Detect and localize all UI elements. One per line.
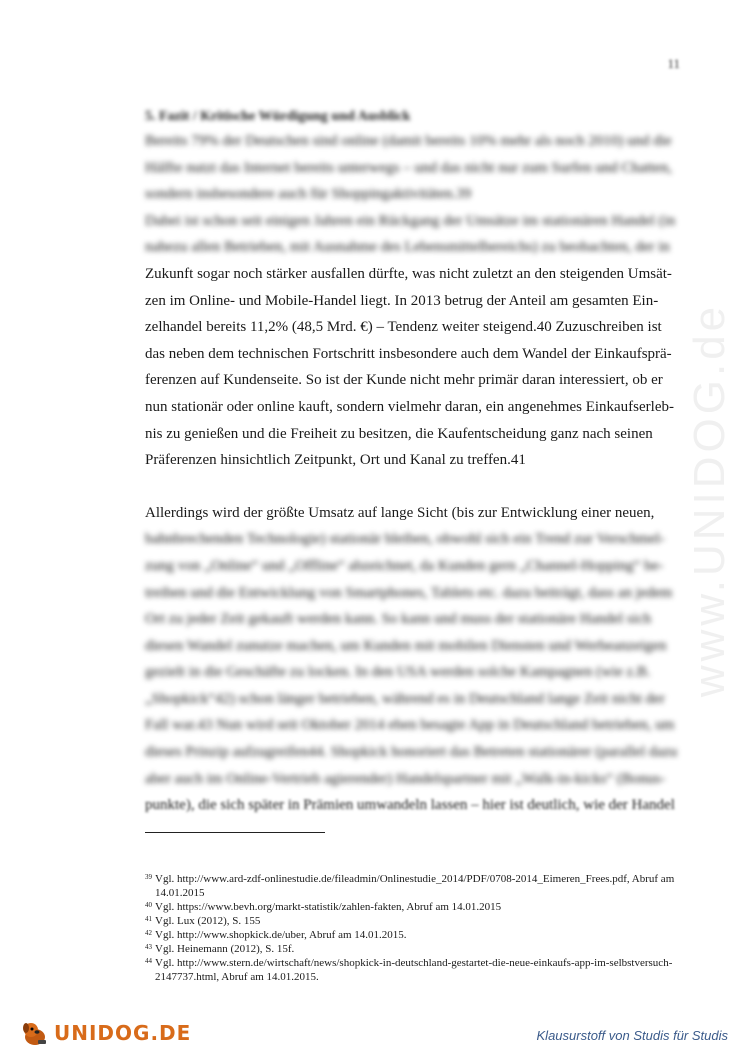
text-line: ferenzen auf Kundenseite. So ist der Kunde nicht mehr primär daran interessiert, ob er xyxy=(145,372,663,389)
blurred-line: Dabei ist schon seit einigen Jahren ein Rückgang der Umsätze im stationären Handel (in xyxy=(145,212,676,229)
section-heading: 5. Fazit / Kritische Würdigung und Ausblick xyxy=(145,109,411,124)
blurred-line: zung von „Online“ und „Offline“ abzeichnet, da Kunden gern „Channel-Hopping“ be- xyxy=(145,557,664,574)
logo-text: UNIDOG.DE xyxy=(54,1021,192,1045)
watermark-text: www.UNIDOG.de xyxy=(685,302,735,698)
footnote-text: Vgl. https://www.bevh.org/markt-statistik/zahlen-fakten, Abruf am 14.01.2015 xyxy=(155,901,502,913)
footnote-number: 44 xyxy=(145,957,152,965)
blurred-line: diesen Wandel zunutze machen, um Kunden mit mobilen Diensten und Werbeanzeigen xyxy=(145,637,667,654)
text-line: nun stationär oder online kauft, sondern vielmehr daran, ein angenehmes Einkaufserleb- xyxy=(145,398,674,415)
blurred-line: treiben und die Entwicklung von Smartphones, Tablets etc. dazu beiträgt, dass an jedem xyxy=(145,584,673,601)
footnote xyxy=(145,928,685,942)
blurred-line: gezielt in die Geschäfte zu locken. In den USA werden solche Kampagnen (wie z.B. xyxy=(145,664,651,681)
main-content xyxy=(145,106,681,819)
text-line: das neben dem technischen Fortschritt insbesondere auch dem Wandel der Einkaufsprä- xyxy=(145,345,672,362)
footnote-number: 39 xyxy=(145,873,152,881)
footnote xyxy=(145,900,685,914)
page-footer xyxy=(0,1010,750,1060)
footnote-text: Vgl. http://www.stern.de/wirtschaft/news/shopkick-in-deutschland-gestartet-die-neue-einkaufs-app-im-selbstversuch-2147737.html, Abruf am 14.01.2015. xyxy=(155,957,673,983)
blurred-line: aber auch im Online-Vertrieb agierender) Handelspartner mit „Walk-in-kicks“ (Bonus- xyxy=(145,770,666,787)
footnote-divider xyxy=(145,832,325,833)
dog-mascot-icon xyxy=(20,1018,50,1048)
footnote xyxy=(145,956,685,984)
text-line: zen im Online- und Mobile-Handel liegt. In 2013 betrug der Anteil am gesamten Ein- xyxy=(145,292,659,309)
blurred-line: punkte), die sich später in Prämien umwandeln lassen – hier ist deutlich, wie der Handel xyxy=(145,797,675,814)
footnote-text: Vgl. http://www.shopkick.de/uber, Abruf am 14.01.2015. xyxy=(155,929,407,941)
blurred-line: nahezu allen Betrieben, mit Ausnahme des Lebensmittelbereichs) zu beobachten, der in xyxy=(145,239,670,256)
text-line: zelhandel bereits 11,2% (48,5 Mrd. €) – Tendenz weiter steigend.40 Zuzuschreiben ist xyxy=(145,319,662,336)
footer-tagline: Klausurstoff von Studis für Studis xyxy=(536,1028,728,1043)
blurred-line: Hälfte nutzt das Internet bereits unterwegs – und das nicht nur zum Surfen und Chatten, xyxy=(145,159,672,176)
paragraph-1 xyxy=(145,128,681,474)
blurred-line: „Shopkick“42) schon länger betrieben, während es in Deutschland lange Zeit nicht der xyxy=(145,690,665,707)
text-line: Allerdings wird der größte Umsatz auf lange Sicht (bis zur Entwicklung einer neuen, xyxy=(145,504,655,521)
blurred-line: sondern insbesondere auch für Shoppingaktivitäten.39 xyxy=(145,186,472,203)
paragraph-gap xyxy=(145,474,681,500)
footnote xyxy=(145,872,685,900)
text-line: Zukunft sogar noch stärker ausfallen dürfte, was nicht zuletzt an den steigenden Umsät- xyxy=(145,265,672,282)
unidog-logo[interactable] xyxy=(20,1018,191,1048)
text-line: nis zu genießen und die Freiheit zu besitzen, die Kaufentscheidung ganz nach seinen xyxy=(145,425,653,442)
footnote-number: 43 xyxy=(145,943,152,951)
text-line: Präferenzen hinsichtlich Zeitpunkt, Ort und Kanal zu treffen.41 xyxy=(145,452,526,469)
footnote-number: 41 xyxy=(145,915,152,923)
blurred-line: dieses Prinzip aufzugreifen44. Shopkick honoriert das Betreten stationärer (parallel dazu xyxy=(145,744,678,761)
paragraph-2 xyxy=(145,500,681,819)
footnote-number: 42 xyxy=(145,929,152,937)
footnote-number: 40 xyxy=(145,901,152,909)
footnote-text: Vgl. http://www.ard-zdf-onlinestudie.de/fileadmin/Onlinestudie_2014/PDF/0708-2014_Eimeren_Frees.pdf, Abruf am 14.01.2015 xyxy=(155,873,675,899)
blurred-line: Ort zu jeder Zeit gekauft werden kann. So kann und muss der stationäre Handel sich xyxy=(145,611,652,628)
blurred-line: Fall war.43 Nun wird seit Oktober 2014 eben besagte App in Deutschland betrieben, um xyxy=(145,717,675,734)
watermark xyxy=(680,240,740,760)
footnote xyxy=(145,914,685,928)
blurred-line: Bereits 79% der Deutschen sind online (damit bereits 10% mehr als noch 2010) und die xyxy=(145,133,672,149)
footnote-text: Vgl. Lux (2012), S. 155 xyxy=(155,915,261,927)
blurred-line: bahnbrechenden Technologie) stationär bleiben, obwohl sich ein Trend zur Verschmel- xyxy=(145,531,665,548)
footnote xyxy=(145,942,685,956)
footnote-text: Vgl. Heinemann (2012), S. 15f. xyxy=(155,943,295,955)
footnotes xyxy=(145,872,685,984)
page-number: 11 xyxy=(667,56,680,71)
